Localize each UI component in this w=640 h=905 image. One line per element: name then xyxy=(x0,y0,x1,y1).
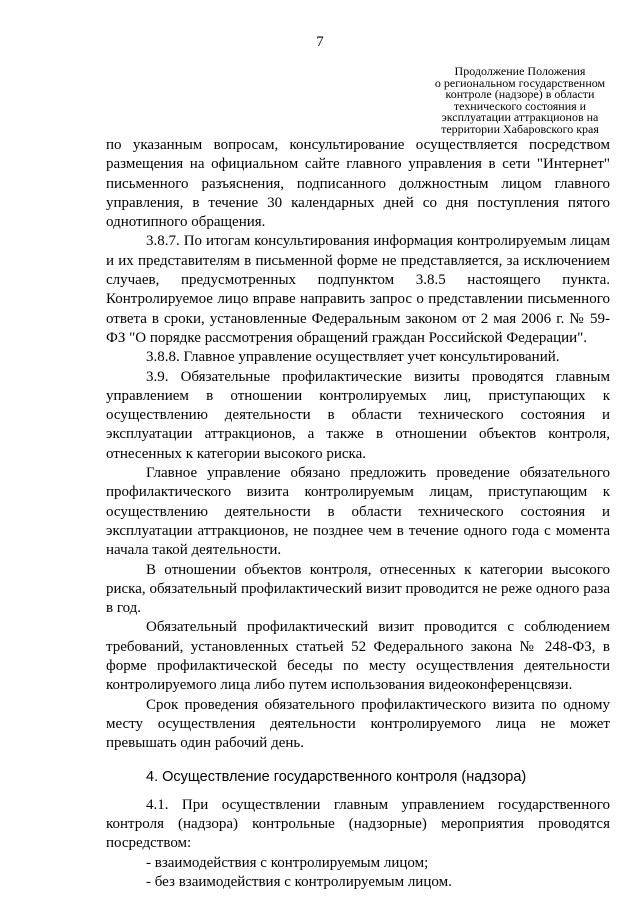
document-body xyxy=(106,136,610,892)
paragraph-4-1: 4.1. При осуществлении главным управлением государственного контроля (надзора) контрольные (надзорные) мероприятия проводятся посредством: xyxy=(106,796,610,852)
list-item: - без взаимодействия с контролируемым лицом. xyxy=(146,873,452,890)
header-note-line: эксплуатации аттракционов на xyxy=(441,110,599,125)
paragraph-high-risk-visit: В отношении объектов контроля, отнесенных к категории высокого риска, обязательный профилактический визит проводится не реже одного раза в год. xyxy=(106,561,610,617)
paragraph-3-9: 3.9. Обязательные профилактические визиты проводятся главным управлением в отношении контролируемых лиц, приступающих к осуществлению деятельности в области технического состояния и эксплуатации аттракционов, а также в отношении объектов контроля, отнесенных к категории высокого риска. xyxy=(106,368,610,462)
document-header-note xyxy=(420,66,620,136)
section-heading: 4. Осуществление государственного контроля (надзора) xyxy=(146,768,527,785)
paragraph-3-8-8: 3.8.8. Главное управление осуществляет учет консультирований. xyxy=(146,349,560,366)
header-note-line: территории Хабаровского края xyxy=(441,121,599,136)
header-note-line: контроле (надзоре) в области xyxy=(445,87,595,102)
paragraph-visit-requirements: Обязательный профилактический визит проводится с соблюдением требований, установленных статьей 52 Федерального закона № 248-ФЗ, в форме профилактической беседы по месту осуществления деятельности контролируемого лица либо путем использования видеоконференцсвязи. xyxy=(106,619,610,694)
header-note-line: технического состояния и xyxy=(453,98,587,113)
list-item: - взаимодействия с контролируемым лицом; xyxy=(146,854,429,871)
paragraph-visit-duration: Срок проведения обязательного профилактического визита по одному месту осуществления деятельности контролируемого лица не может превышать один рабочий день. xyxy=(106,696,610,752)
paragraph-3-8-7: 3.8.7. По итогам консультирования информация контролируемым лицам и их представителям в письменной форме не представляется, за исключением случаев, предусмотренных подпунктом 3.8.5 настоящего пункта. Контролируемое лицо вправе направить запрос о представлении письменного ответа в сроки, установленные Федеральным законом от 2 мая 2006 г. № 59-ФЗ "О порядке рассмотрения обращений граждан Российской Федерации". xyxy=(106,233,610,346)
paragraph-continuation: по указанным вопросам, консультирование осуществляется посредством размещения на официальном сайте главного управления в сети "Интернет" письменного разъяснения, подписанного должностным лицом главного управления, в течение 30 календарных дней со дня поступления пятого однотипного обращения. xyxy=(106,137,610,231)
header-note-line: о региональном государственном xyxy=(434,75,606,90)
page-number: 7 xyxy=(316,34,324,50)
paragraph-mandatory-visit-offer: Главное управление обязано предложить проведение обязательного профилактического визита контролируемым лицам, приступающим к осуществлению деятельности в области технического состояния и эксплуатации аттракционов, не позднее чем в течение одного года с момента начала такой деятельности. xyxy=(106,465,610,559)
header-note-line: Продолжение Положения xyxy=(454,64,586,78)
